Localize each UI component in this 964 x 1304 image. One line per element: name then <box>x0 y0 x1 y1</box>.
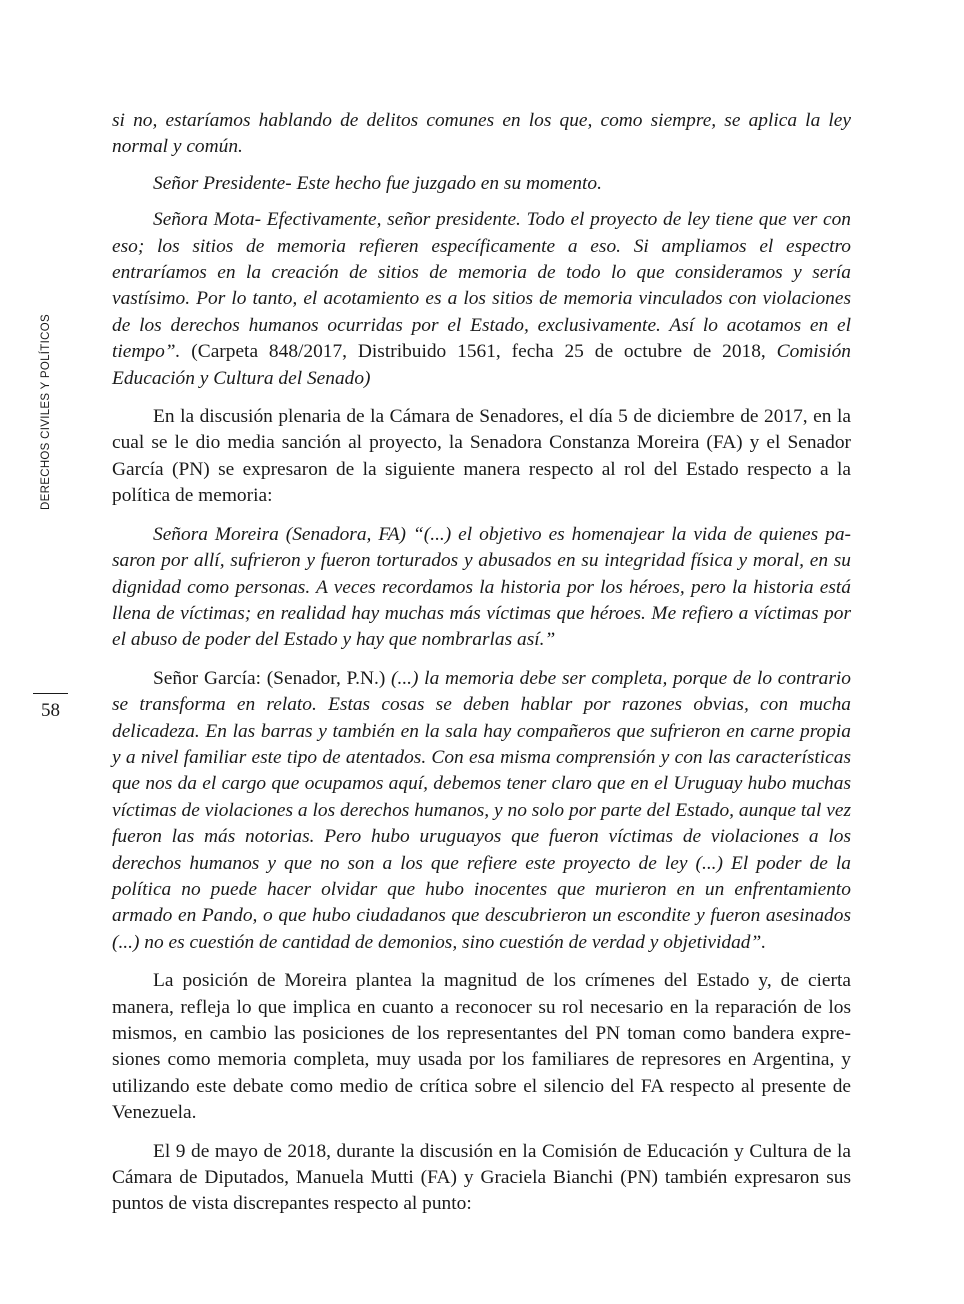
paragraph-presidente-quote: Señor Presidente- Este hecho fue juzgado en su momento. <box>153 172 602 194</box>
garcia-quote-text: (...) la memoria debe ser completa, porque de lo contrario se transforma en relato. Estas cosas se deben hablar por razones obvias, con mucha delicadeza. En las barras y también en la sala hay compañeros que sufrieron en carne propia y a nivel familiar este tipo de atentados. Con esa misma comprensión y con las características que nos da el cargo que ocupamos aquí, debemos tener claro que en el Uruguay hubo muchas víctimas de violaciones a los derechos humanos, y no solo por parte del Estado, aunque tal vez fueron las más notorias. Pero hubo uruguayos que fueron víctimas de violaciones a los derechos humanos y que no son a los que refiere este proyecto de ley (...) El poder de la política no puede hacer olvidar que hubo inocentes que murieron en un enfrentamiento armado en Pando, o que hubo ciudadanos que descubrieron un escondite y fueron asesinados (...) no es cuestión de cantidad de demonios, sino cuestión de verdad y objetividad”. <box>112 667 852 953</box>
mota-quote-source: (Carpeta 848/2017, Distribuido 1561, fecha 25 de octubre de 2018, <box>180 341 777 363</box>
page-number-rule <box>33 693 68 694</box>
running-head: DERECHOS CIVILES Y POLÍTICOS <box>40 314 52 510</box>
mota-quote-text: Señora Mota- Efectivamente, señor presidente. Todo el proyecto de ley tiene que ver con eso; los sitios de memoria refieren específicamente a eso. Si ampliamos el espectro entraríamos en la creación de sitios de memoria de todo lo que consideramos y sería vastísimo. Por lo tanto, el acotamiento es a los sitios de memoria vinculados con violaciones de los derechos humanos ocurridas por el Estado, exclusivamente. Así lo acotamos en el tiempo”. <box>112 209 851 363</box>
paragraph-deputies-commission: El 9 de mayo de 2018, durante la discusión en la Comisión de Educación y Cultura de la Cámara de Diputados, Manuela Mutti (FA) y Graciela Bianchi (PN) también expresaron sus puntos de vista discrepantes respecto al punto: <box>112 1140 851 1215</box>
paragraph-analysis: La posición de Moreira plantea la magnitud de los crímenes del Estado y, de cierta manera, refleja lo que implica en cuanto a reconocer su rol necesario en la reparación de los mismos, en cambio las posiciones de los representantes del PN toman como bandera expresiones como memoria completa, muy usada por los familiares de represores en Argentina, y utilizando este debate como medio de crítica sobre el silencio del FA respecto al presente de Venezuela. <box>112 970 851 1124</box>
garcia-speaker: Señor García: (Senador, P.N.) <box>153 667 392 689</box>
paragraph-moreira-quote: Señora Moreira (Senadora, FA) “(...) el objetivo es homenajear la vida de quienes pasaron por allí, sufrieron y fueron torturados y abusados en su integridad física y moral, en su dignidad como personas. A veces recordamos la historia por los héroes, pero la historia está llena de víctimas; en realidad hay muchas más víctimas que héroes. Me refiero a víctimas por el abuso de poder del Estado y hay que nombrarlas así.” <box>112 523 851 651</box>
paragraph-senate-discussion: En la discusión plenaria de la Cámara de Senadores, el día 5 de diciembre de 2017, en la cual se le dio media sanción al proyecto, la Senadora Constanza Moreira (FA) y el Senador García (PN) se expresaron de la siguiente manera respecto al rol del Estado respecto a la política de memoria: <box>112 406 851 507</box>
paragraph-continuation: si no, estaríamos hablando de delitos comunes en los que, como siempre, se aplica la ley normal y común. <box>112 110 851 158</box>
mota-quote-source-commission: Comisión Educación y Cultura del Senado) <box>112 341 851 389</box>
paragraph-mota-quote <box>112 207 851 392</box>
page-number: 58 <box>41 700 60 721</box>
paragraph-garcia-quote <box>112 666 851 956</box>
body-text <box>112 108 851 1230</box>
